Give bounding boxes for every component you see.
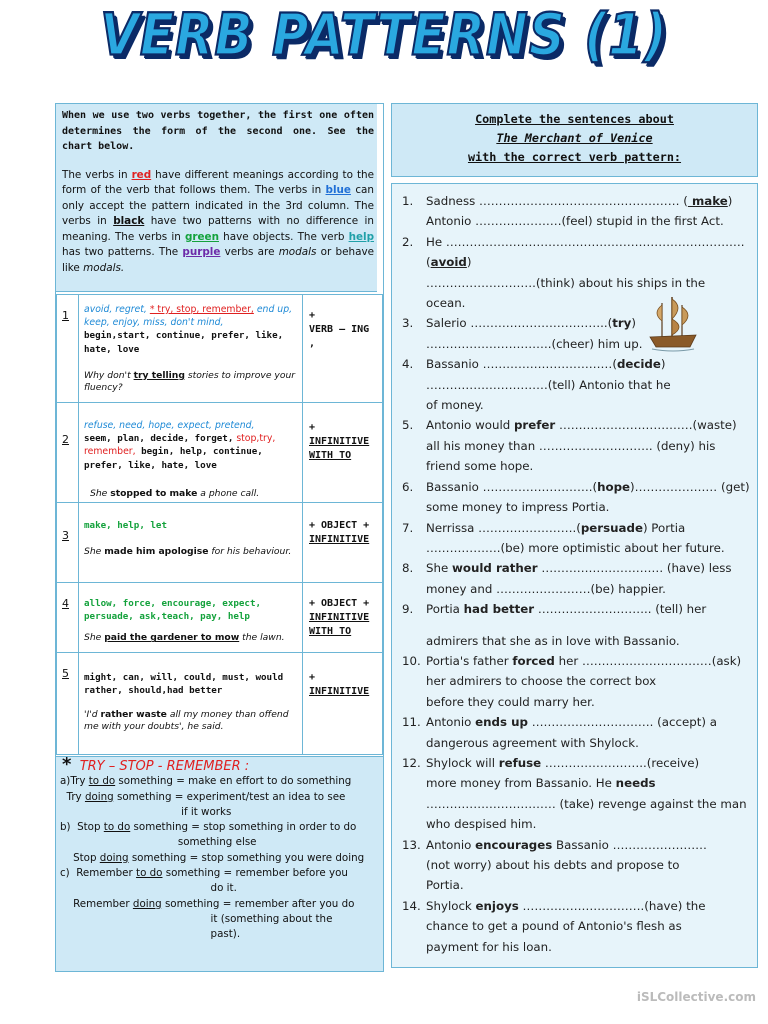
- pattern-cell: + INFINITIVE WITH TO: [303, 403, 383, 503]
- verb-list: allow, force, encourage, expect, persuade, ask,teach, pay, help She paid the gardener to mow the lawn.: [79, 583, 303, 653]
- target-verb: ends up: [475, 715, 528, 730]
- exercise-item: 8. She would rather …………………………. (have) less money and ……………………(be) happier.: [400, 558, 751, 599]
- exercise-number: 8.: [402, 561, 414, 576]
- page-title: VERB PATTERNS (1): [100, 1, 668, 69]
- try-stop-remember-box: [56, 756, 383, 971]
- sailing-ship-icon: [648, 293, 698, 353]
- exercise-number: 2.: [402, 234, 414, 249]
- verb-pattern-table: [56, 294, 383, 755]
- exercise-number: 14.: [402, 898, 421, 913]
- exercise-number: 12.: [402, 755, 421, 770]
- verb-list: refuse, need, hope, expect, pretend, seem, plan, decide, forget, stop,try, remember, begin, help, continue, prefer, like, hate, love She stopped to make a phone call.: [79, 403, 303, 503]
- exercise-number: 3.: [402, 316, 414, 331]
- instructions-line-1: Complete the sentences about: [475, 112, 674, 126]
- exercise-item: 14. Shylock enjoys ………………………….(have) the chance to get a pound of Antonio's flesh as payment for his loan.: [400, 896, 751, 957]
- row-number: 1: [57, 295, 79, 403]
- pattern-cell: + OBJECT + INFINITIVE WITH TO: [303, 583, 383, 653]
- table-row: [57, 403, 383, 503]
- try-line: a)Try to do something = make en effort to do something: [60, 775, 352, 788]
- exercise-item: 4. Bassanio ……………………………(decide) ………………………….(tell) Antonio that he of money.: [400, 354, 751, 415]
- try-line: do it.: [60, 882, 237, 895]
- row-number: 2: [57, 403, 79, 503]
- intro-paragraph-2: The verbs in red have different meanings according to the form of the verb that follows them. The verbs in blue can only accept the pattern indicated in the 3rd column. The verbs in black have two patterns with no difference in meaning. The verbs in green have objects. The verb help has two patterns. The purple verbs are modals or behave like modals.: [62, 168, 375, 274]
- pattern-cell: + INFINITIVE: [303, 653, 383, 755]
- try-line: past).: [60, 928, 241, 941]
- example-sentence: 'I'd rather waste all my money than offend me with your doubts', he said.: [84, 709, 289, 733]
- example-sentence: She made him apologise for his behaviour.: [84, 546, 292, 558]
- try-line: b) Stop to do something = stop something in order to do: [60, 821, 357, 834]
- try-line: Try doing something = experiment/test an idea to see: [60, 790, 346, 803]
- exercise-item: 10. Portia's father forced her ……………………………(ask) her admirers to choose the correct box before they could marry her.: [400, 651, 751, 712]
- table-row: [57, 295, 383, 403]
- exercise-number: 11.: [402, 715, 421, 730]
- target-verb: hope: [597, 479, 631, 494]
- exercise-item: 1. Sadness …………………………………………… ( make) Antonio ………………….(feel) stupid in the first Act.: [400, 191, 751, 232]
- exercise-item: 2. He ………………………………………………………………….(avoid) ……………………….(think) about his ships in the ocean.: [400, 232, 751, 314]
- exercise-item: 5. Antonio would prefer …………………………….(waste) all his money than ……………………….. (deny) his friend some hope.: [400, 415, 751, 476]
- try-stop-remember-lines: [60, 774, 379, 942]
- try-stop-remember-heading: * TRY – STOP - REMEMBER :: [62, 754, 250, 775]
- target-verb: try: [612, 316, 632, 331]
- try-line: if it works: [60, 805, 232, 818]
- example-sentence: She paid the gardener to mow the lawn.: [84, 632, 285, 644]
- target-verb: avoid: [430, 255, 467, 270]
- exercise-list: [392, 184, 757, 957]
- try-line: Stop doing something = stop something you were doing: [60, 851, 365, 864]
- target-verb: forced: [512, 653, 555, 668]
- exercise-number: 13.: [402, 837, 421, 852]
- exercise-item: 13. Antonio encourages Bassanio …………………… (not worry) about his debts and propose to Portia.: [400, 835, 751, 896]
- row-number: 4: [57, 583, 79, 653]
- exercise-item: 9. Portia had better ……………………….. (tell) her admirers that she as in love with Bassanio.: [400, 599, 751, 651]
- exercise-item: 12. Shylock will refuse ……………………..(receive) more money from Bassanio. He needs …………………………… (take) revenge against the man who despised him.: [400, 753, 751, 835]
- exercise-number: 10.: [402, 653, 421, 668]
- exercise-item: 6. Bassanio ……………………….(hope)………………… (get) some money to impress Portia.: [400, 477, 751, 518]
- exercise-item: 11. Antonio ends up …………………………. (accept) a dangerous agreement with Shylock.: [400, 712, 751, 753]
- target-verb: make: [687, 194, 728, 208]
- footer-watermark: iSLCollective.com: [636, 990, 756, 1004]
- exercise-number: 7.: [402, 520, 414, 535]
- row-number: 5: [57, 653, 79, 755]
- instructions-line-2: The Merchant of Venice: [496, 131, 653, 145]
- table-row: [57, 583, 383, 653]
- target-verb: enjoys: [475, 898, 519, 913]
- exercise-item: 7. Nerrissa …………………….(persuade) Portia ……………….(be) more optimistic about her future.: [400, 518, 751, 559]
- intro-box: [56, 104, 377, 292]
- exercise-number: 6.: [402, 479, 414, 494]
- exercise-box: [391, 183, 758, 968]
- exercise-number: 1.: [402, 194, 414, 208]
- pattern-cell: + OBJECT + INFINITIVE: [303, 503, 383, 583]
- pattern-cell: + VERB – ING ,: [303, 295, 383, 403]
- exercise-item: 3. Salerio ……………………………..(try) …………………………..(cheer) him up.: [400, 313, 751, 354]
- example-sentence: Why don't try telling stories to improve your fluency?: [84, 369, 296, 393]
- target-verb: had better: [463, 602, 535, 617]
- verb-list: avoid, regret, * try, stop, remember, end up, keep, enjoy, miss, don't mind, begin,start, continue, prefer, like, hate, love Why don't try telling stories to improve your fluency?: [79, 295, 303, 403]
- intro-paragraph-1: When we use two verbs together, the first one often determines the form of the second one. See the chart below.: [62, 110, 374, 152]
- exercise-number: 4.: [402, 357, 414, 372]
- table-row: [57, 503, 383, 583]
- try-line: it (something about the: [60, 912, 333, 925]
- exercise-number: 5.: [402, 418, 414, 433]
- row-number: 3: [57, 503, 79, 583]
- exercise-number: 9.: [402, 602, 414, 617]
- target-verb: encourages: [475, 837, 553, 852]
- try-line: something else: [60, 836, 257, 849]
- table-row: [57, 653, 383, 755]
- left-column: [55, 103, 384, 972]
- instructions-line-3: with the correct verb pattern:: [467, 150, 682, 164]
- target-verb: prefer: [513, 418, 556, 433]
- verb-list: might, can, will, could, must, would rather, should,had better 'I'd rather waste all my money than offend me with your doubts', he said.: [79, 653, 303, 755]
- target-verb: refuse: [498, 755, 542, 770]
- instructions-box: [391, 103, 758, 177]
- try-line: c) Remember to do something = remember before you: [60, 867, 348, 880]
- try-line: Remember doing something = remember after you do: [60, 897, 355, 910]
- verb-list: make, help, let She made him apologise for his behaviour.: [79, 503, 303, 583]
- target-verb: persuade: [580, 520, 643, 535]
- target-verb: would rather: [451, 561, 538, 576]
- target-verb: decide: [616, 357, 661, 372]
- example-sentence: She stopped to make a phone call.: [90, 487, 260, 499]
